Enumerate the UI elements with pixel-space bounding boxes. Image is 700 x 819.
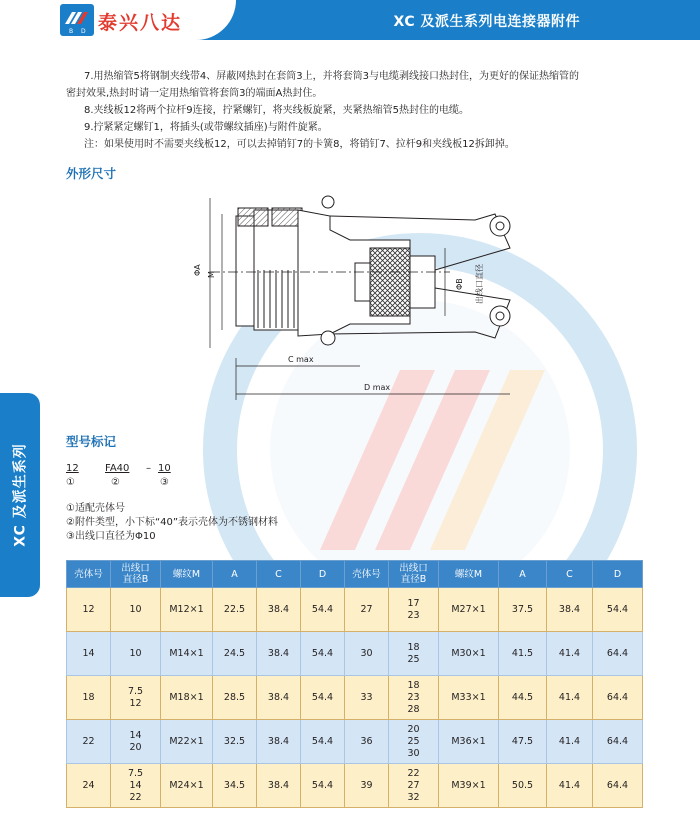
table-cell: 18 [67,676,111,720]
table-row [67,676,643,720]
note-outlet-diameter: ③出线口直径为Φ10 [66,531,156,542]
label-m: M [207,271,216,278]
table-cell: 22.5 [213,588,257,632]
table-cell: 14 [67,632,111,676]
table-cell-line: 32 [407,791,420,803]
page-title: XC 及派生系列电连接器附件 [393,14,580,30]
table-cell-line: 12 [129,697,142,709]
table-cell: M33×1 [439,676,499,720]
table-cell: 54.4 [301,764,345,808]
table-cell: M30×1 [439,632,499,676]
paragraph-step-7-cont: 密封效果,热封时请一定用热缩管将套筒3的端面A热封住。 [66,88,323,99]
table-cell [111,588,161,632]
section-title-model: 型号标记 [66,434,117,449]
table-row [67,720,643,764]
table-cell-line: 22 [129,791,142,803]
table-cell [389,720,439,764]
model-part-shell: 12 [66,463,79,474]
table-cell: 37.5 [499,588,547,632]
section-title-outline: 外形尺寸 [66,166,117,181]
table-cell-line: 18 [407,641,420,653]
model-part-type: FA40 [105,463,130,474]
table-header-row [67,561,643,588]
table-cell: 38.4 [547,588,593,632]
note-shell-number: ①适配壳体号 [66,503,125,514]
label-d-max: D max [364,383,391,392]
table-header-cell: 壳体号 [345,561,389,588]
table-cell-line: 20 [407,723,420,735]
table-cell: 27 [345,588,389,632]
logo-letter-b: B [69,28,74,35]
table-cell: 44.5 [499,676,547,720]
company-logo-icon [60,4,94,36]
table-cell [111,764,161,808]
table-cell: 33 [345,676,389,720]
table-header-cell: D [301,561,345,588]
table-cell-line: 22 [407,767,420,779]
table-header-cell: D [593,561,643,588]
header-brand-band [0,0,236,40]
table-header-cell: A [213,561,257,588]
table-cell-line: 7.5 [127,685,144,697]
table-cell [111,632,161,676]
table-cell-line: 10 [129,647,142,659]
label-c-max: C max [288,355,314,364]
table-cell: 64.4 [593,676,643,720]
table-cell-line: 25 [407,735,420,747]
table-cell: 41.4 [547,632,593,676]
table-cell: 54.4 [301,632,345,676]
table-cell: 41.4 [547,676,593,720]
spec-table [66,560,643,808]
table-cell [389,588,439,632]
table-cell: M36×1 [439,720,499,764]
table-cell: 38.4 [257,720,301,764]
table-cell: 54.4 [301,676,345,720]
table-cell-line: 10 [129,603,142,615]
table-cell: 34.5 [213,764,257,808]
table-cell: M14×1 [161,632,213,676]
table-header-cell: A [499,561,547,588]
table-cell: M39×1 [439,764,499,808]
table-header-cell: C [257,561,301,588]
outline-drawing [180,188,530,410]
table-cell [111,676,161,720]
table-cell: 64.4 [593,720,643,764]
table-row [67,764,643,808]
table-cell: 64.4 [593,764,643,808]
table-cell: 41.4 [547,764,593,808]
table-cell [389,676,439,720]
table-cell: 36 [345,720,389,764]
table-cell: 54.4 [593,588,643,632]
table-header-cell: 出线口 直径B [111,561,161,588]
side-tab [0,393,40,597]
paragraph-step-9: 9.拧紧紧定螺钉1，将插头(或带螺纹插座)与附件旋紧。 [84,122,328,133]
logo-letter-d: D [81,28,86,35]
table-cell: 22 [67,720,111,764]
table-cell: 50.5 [499,764,547,808]
table-cell: 41.4 [547,720,593,764]
page-header [0,0,700,40]
model-num-1: ① [66,477,75,488]
table-cell: M22×1 [161,720,213,764]
table-cell: 38.4 [257,632,301,676]
table-cell: 24 [67,764,111,808]
table-cell: 30 [345,632,389,676]
table-cell: 47.5 [499,720,547,764]
paragraph-note: 注：如果使用时不需要夹线板12，可以去掉销钉7的卡簧8，将销钉7、拉杆9和夹线板12拆卸掉。 [84,139,515,150]
table-cell-line: 17 [407,597,420,609]
table-cell: 24.5 [213,632,257,676]
table-cell [389,632,439,676]
table-cell: M12×1 [161,588,213,632]
table-cell [111,720,161,764]
table-cell: 32.5 [213,720,257,764]
note-accessory-type: ②附件类型，小下标“40”表示壳体为不锈钢材料 [66,517,279,528]
label-phi-b: ΦB [455,278,464,290]
table-cell: 28.5 [213,676,257,720]
table-cell: 54.4 [301,720,345,764]
model-num-2: ② [111,477,120,488]
table-cell-line: 7.5 [127,767,144,779]
table-cell [389,764,439,808]
table-header-cell: 壳体号 [67,561,111,588]
table-cell: 12 [67,588,111,632]
table-cell-line: 14 [129,779,142,791]
table-header-cell: C [547,561,593,588]
label-phi-a: ΦA [193,264,202,276]
table-cell-line: 18 [407,679,420,691]
table-cell: 38.4 [257,764,301,808]
paragraph-step-7: 7.用热缩管5将钢制夹线带4、屏蔽网热封在套筒3上，并将套筒3与电缆剥线接口热封住，为更好的保证热缩管的 [84,71,579,82]
table-cell-line: 23 [407,691,420,703]
table-cell: 38.4 [257,588,301,632]
model-num-3: ③ [160,477,169,488]
model-dash: – [146,463,151,474]
paragraph-step-8: 8.夹线板12将两个拉杆9连接，拧紧螺钉，将夹线板旋紧，夹紧热缩管5热封住的电缆。 [84,105,469,116]
table-cell-line: 14 [129,729,142,741]
side-tab-label: XC 及派生系列 [13,443,30,547]
table-cell: M24×1 [161,764,213,808]
table-cell: 41.5 [499,632,547,676]
table-cell: 54.4 [301,588,345,632]
table-cell: M18×1 [161,676,213,720]
table-cell-line: 30 [407,747,420,759]
table-cell-line: 27 [407,779,420,791]
model-part-outlet: 10 [158,463,171,474]
table-header-cell: 螺纹M [439,561,499,588]
table-cell-line: 23 [407,609,420,621]
table-cell-line: 25 [407,653,420,665]
table-header-cell: 出线口 直径B [389,561,439,588]
brand-name: 泰兴八达 [98,12,183,34]
table-cell: M27×1 [439,588,499,632]
table-header-cell: 螺纹M [161,561,213,588]
label-outlet-diameter: 出线口直径 [475,264,484,304]
table-cell: 64.4 [593,632,643,676]
table-row [67,588,643,632]
table-cell-line: 28 [407,703,420,715]
table-cell: 39 [345,764,389,808]
table-cell: 38.4 [257,676,301,720]
table-cell-line: 20 [129,741,142,753]
table-row [67,632,643,676]
